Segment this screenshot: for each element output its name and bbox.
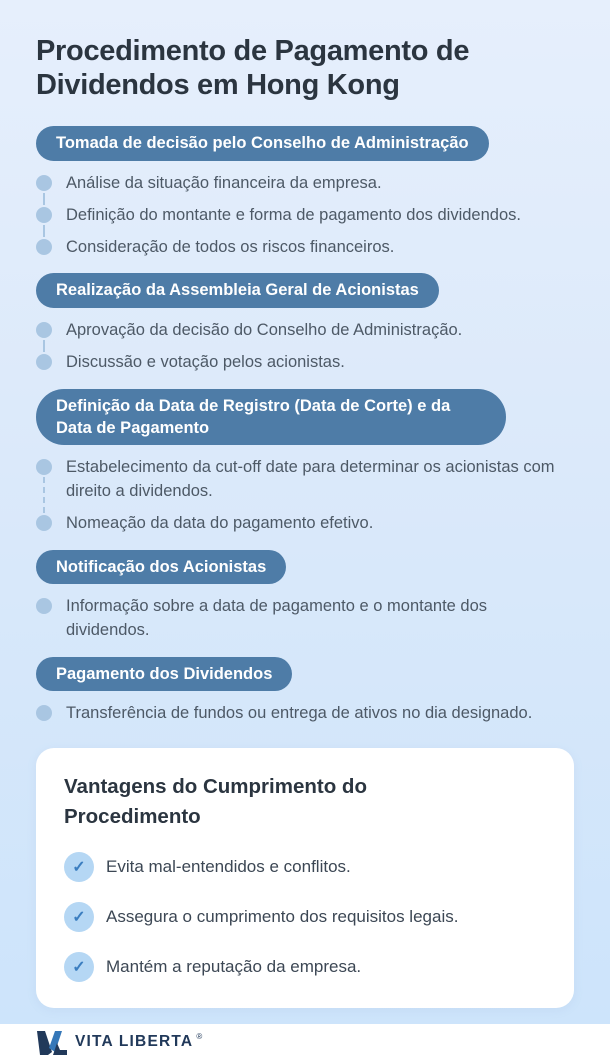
procedure-sections (36, 126, 574, 726)
bullet-dot-icon (36, 598, 52, 614)
bullet-dot-icon (36, 322, 52, 338)
bullet-dot-icon (36, 354, 52, 370)
advantage-text: Assegura o cumprimento dos requisitos legais. (106, 906, 459, 926)
bullet-text: Consideração de todos os riscos financeiros. (66, 237, 395, 256)
check-icon: ✓ (64, 902, 94, 932)
vl-monogram-icon (36, 1028, 68, 1056)
section-pill: Notificação dos Acionistas (36, 550, 286, 584)
bullet-text: Estabelecimento da cut-off date para determinar os acionistas com direito a dividendos. (66, 458, 555, 501)
bullet-dot-icon (36, 175, 52, 191)
bullet-list (36, 319, 574, 375)
section-pill: Definição da Data de Registro (Data de Corte) e da Data de Pagamento (36, 389, 506, 446)
bullet-row (36, 512, 574, 536)
procedure-section (36, 550, 574, 643)
bullet-list (36, 172, 574, 260)
bullet-list (36, 595, 574, 643)
bullet-dot-icon (36, 239, 52, 255)
bullet-row (36, 236, 574, 260)
bullet-row (36, 319, 574, 343)
bullet-text: Análise da situação financeira da empresa. (66, 173, 382, 192)
bullet-text: Discussão e votação pelos acionistas. (66, 352, 345, 371)
advantage-row (64, 948, 546, 986)
advantages-title: Vantagens do Cumprimento do Procedimento (64, 775, 367, 828)
procedure-section (36, 126, 574, 259)
bullet-text: Nomeação da data do pagamento efetivo. (66, 513, 374, 532)
procedure-section (36, 657, 574, 726)
bullet-row (36, 456, 574, 504)
advantage-row (64, 848, 546, 886)
page-title: Procedimento de Pagamento de Dividendos em Hong Kong (36, 35, 470, 102)
registered-trademark: ® (196, 1032, 203, 1042)
bullet-list (36, 702, 574, 726)
check-icon: ✓ (64, 852, 94, 882)
bullet-row (36, 204, 574, 228)
bullet-dot-icon (36, 705, 52, 721)
bullet-text: Aprovação da decisão do Conselho de Administração. (66, 320, 463, 339)
advantages-card (36, 748, 574, 1007)
bullet-text: Transferência de fundos ou entrega de ativos no dia designado. (66, 704, 533, 723)
bullet-dot-icon (36, 207, 52, 223)
section-pill: Tomada de decisão pelo Conselho de Administração (36, 126, 489, 160)
bullet-text: Definição do montante e forma de pagamento dos dividendos. (66, 205, 521, 224)
brand-name: VITA LIBERTA (75, 1032, 194, 1050)
bullet-dot-icon (36, 459, 52, 475)
procedure-section (36, 273, 574, 374)
check-icon: ✓ (64, 952, 94, 982)
bullet-row (36, 351, 574, 375)
bullet-row (36, 595, 574, 643)
bullet-row (36, 172, 574, 196)
section-pill: Pagamento dos Dividendos (36, 657, 292, 691)
advantages-list (64, 848, 546, 986)
bullet-list (36, 456, 574, 536)
bullet-row (36, 702, 574, 726)
advantage-text: Mantém a reputação da empresa. (106, 956, 362, 976)
bullet-dot-icon (36, 515, 52, 531)
advantage-text: Evita mal-entendidos e conflitos. (106, 856, 351, 876)
bullet-text: Informação sobre a data de pagamento e o montante dos dividendos. (66, 597, 488, 640)
procedure-section (36, 389, 574, 536)
brand-footer (36, 1028, 574, 1056)
advantage-row (64, 898, 546, 936)
section-pill: Realização da Assembleia Geral de Acionistas (36, 273, 439, 307)
